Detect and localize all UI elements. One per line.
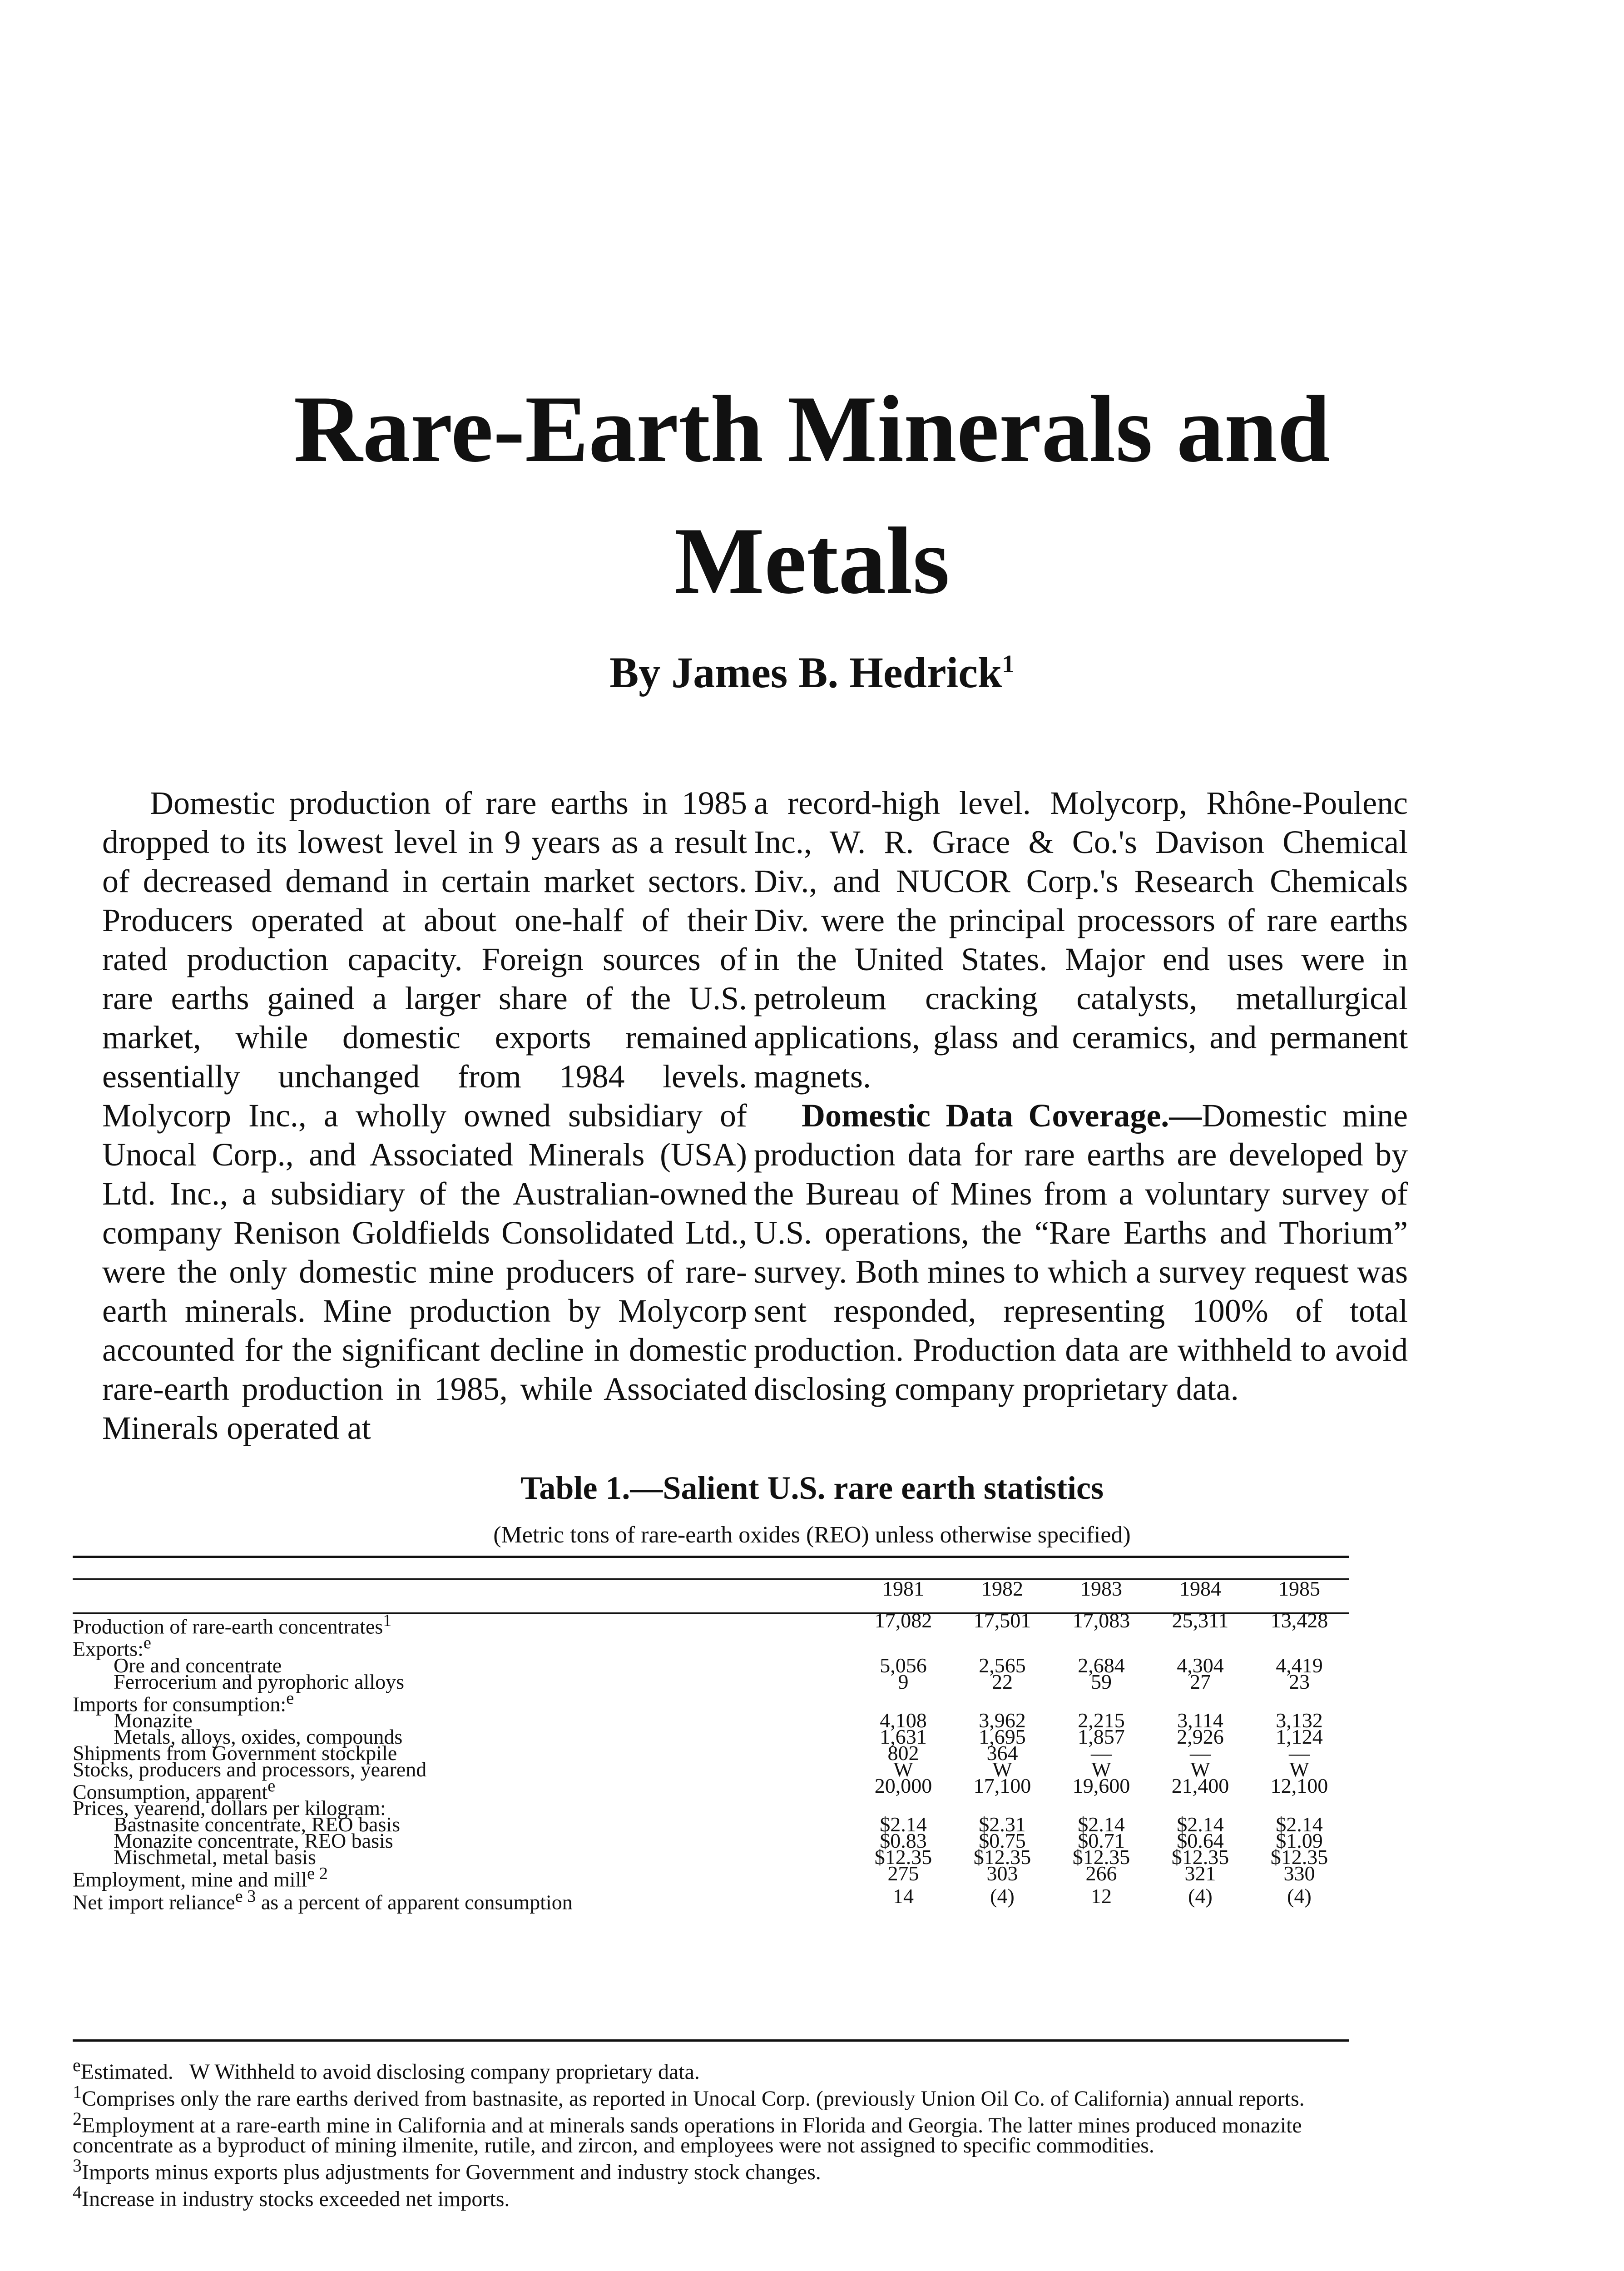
author-footnote-mark: 1	[1002, 650, 1015, 678]
cell-value: 17,100	[973, 1774, 1031, 1797]
cell-value: 20,000	[874, 1774, 932, 1797]
table-row	[73, 1849, 1349, 1865]
table-row	[73, 1674, 1349, 1690]
cell-value: 21,400	[1171, 1774, 1229, 1797]
cell-value: 1,631	[880, 1725, 927, 1748]
footnote-3: $^3$Imports minus exports plus adjustments for Government and industry stock changes.	[73, 2155, 821, 2184]
table-footnotes	[73, 2055, 1349, 2209]
cell-value: W	[893, 1757, 913, 1781]
cell-value: 2,215	[1078, 1708, 1125, 1732]
cell-value: —	[1190, 1741, 1211, 1765]
footnote-estimated: $^e$Estimated. W Withheld to avoid disclosing company proprietary data.	[73, 2055, 700, 2084]
cell-value: (4)	[1188, 1884, 1213, 1908]
table-subtitle: (Metric tons of rare-earth oxides (REO) unless otherwise specified)	[493, 1522, 1131, 1548]
author-name: By James B. Hedrick	[609, 648, 1002, 697]
cell-value: W	[1091, 1757, 1111, 1781]
cell-value: $0.71	[1078, 1829, 1125, 1853]
table-row	[73, 1761, 1349, 1778]
cell-value: W	[992, 1757, 1012, 1781]
cell-value: (4)	[990, 1884, 1015, 1908]
cell-value: 4,108	[880, 1708, 927, 1732]
table-header-row	[73, 1581, 1349, 1612]
row-label: Employment, mine and mill$^{e 2}$	[73, 1864, 328, 1891]
footnote-1: $^1$Comprises only the rare earths derived from bastnasite, as reported in Unocal Corp. (previously Union Oil Co. of California) annual reports.	[73, 2082, 1305, 2111]
cell-value: 321	[1184, 1862, 1216, 1885]
body-paragraph: Domestic production of rare earths in 1985 dropped to its lowest level in 9 years as a result of decreased demand in certain market sectors. Producers operated at about one-half of their rated production capacity. Foreign sources of rare earths gained a larger share of the U.S. market, while domestic exports remained essentially unchanged from 1984 levels. Molycorp Inc., a wholly owned subsidiary of Unocal Corp., and Associated Minerals (USA) Ltd. Inc., a subsidiary of the Australian-owned company Renison Goldfields Consolidated Ltd., were the only domestic mine producers of rare-earth minerals. Mine production by Molycorp accounted for the significant decline in domestic rare-earth production in 1985, while Associated Minerals operated at	[102, 785, 747, 1446]
cell-value: $0.75	[979, 1829, 1026, 1853]
footnote-4: $^4$Increase in industry stocks exceeded net imports.	[73, 2182, 510, 2211]
row-label: Metals, alloys, oxides, compounds	[114, 1725, 403, 1748]
row-label: Stocks, producers and processors, yearend	[73, 1757, 427, 1781]
cell-value: $2.31	[979, 1813, 1026, 1836]
body-column-right	[754, 783, 1408, 1408]
row-label: Shipments from Government stockpile	[73, 1741, 397, 1765]
header-year: 1981	[882, 1577, 924, 1600]
row-label: Prices, yearend, dollars per kilogram:	[73, 1796, 386, 1820]
cell-value: 22	[992, 1670, 1013, 1693]
cell-value: 27	[1190, 1670, 1211, 1693]
header-year: 1985	[1278, 1577, 1320, 1600]
row-label: Production of rare-earth concentrates$^1$	[73, 1611, 392, 1638]
table-header-underline	[73, 1612, 1349, 1614]
row-label: Consumption, apparent$^e$	[73, 1776, 276, 1804]
header-year: 1983	[1080, 1577, 1122, 1600]
cell-value: 17,501	[973, 1609, 1031, 1632]
cell-value: $12.35	[1171, 1845, 1229, 1869]
cell-value: 12,100	[1270, 1774, 1328, 1797]
cell-value: 3,114	[1177, 1708, 1223, 1732]
author-line	[0, 647, 1624, 698]
cell-value: 17,082	[874, 1609, 932, 1632]
cell-value: 4,419	[1276, 1653, 1323, 1677]
body-paragraph-continued: a record-high level. Molycorp, Rhône-Poulenc Inc., W. R. Grace & Co.'s Davison Chemical Div., and NUCOR Corp.'s Research Chemicals Div. were the principal processors of rare earths in the United States. Major end uses were in petroleum cracking catalysts, metallurgical applications, glass and ceramics, and permanent magnets.	[754, 785, 1408, 1095]
cell-value: 25,311	[1172, 1609, 1229, 1632]
cell-value: 266	[1085, 1862, 1117, 1885]
cell-value: $0.83	[880, 1829, 927, 1853]
title-line-2: Metals	[674, 508, 950, 614]
table-top-rule	[73, 1556, 1349, 1558]
section-heading: Domestic Data Coverage.—	[802, 1097, 1202, 1134]
row-label: Ore and concentrate	[114, 1653, 282, 1677]
cell-value: 1,857	[1078, 1725, 1125, 1748]
cell-value: 330	[1283, 1862, 1315, 1885]
cell-value: 364	[986, 1741, 1018, 1765]
header-year: 1982	[981, 1577, 1023, 1600]
row-label: Imports for consumption:$^e$	[73, 1688, 294, 1716]
cell-value: 14	[893, 1884, 914, 1908]
cell-value: 19,600	[1072, 1774, 1130, 1797]
table-row	[73, 1690, 1349, 1712]
row-label: Monazite	[114, 1708, 193, 1732]
salient-statistics-table	[73, 1577, 1349, 1914]
cell-value: W	[1289, 1757, 1309, 1781]
cell-value: $12.35	[973, 1845, 1031, 1869]
table-bottom-rule	[73, 2039, 1349, 2042]
cell-value: $1.09	[1276, 1829, 1323, 1853]
row-label: Monazite concentrate, REO basis	[114, 1829, 393, 1853]
cell-value: —	[1289, 1741, 1310, 1765]
cell-value: 303	[986, 1862, 1018, 1885]
row-label: Net import reliance$^{e 3}$ as a percent of apparent consumption	[73, 1886, 573, 1914]
footnote-2: $^2$Employment at a rare-earth mine in California and at minerals sands operations in Florida and Georgia. The latter mines produced monazite concentrate as a byproduct of mining ilmenite, rutile, and zircon, and employees were not assigned to specific commodities.	[73, 2108, 1302, 2157]
cell-value: (4)	[1287, 1884, 1312, 1908]
page-title	[0, 363, 1624, 627]
cell-value: 9	[898, 1670, 909, 1693]
cell-value: $2.14	[880, 1813, 927, 1836]
cell-value: 17,083	[1072, 1609, 1130, 1632]
cell-value: $2.14	[1276, 1813, 1323, 1836]
cell-value: 23	[1289, 1670, 1310, 1693]
cell-value: 2,926	[1177, 1725, 1224, 1748]
cell-value: $2.14	[1177, 1813, 1224, 1836]
cell-value: 2,684	[1078, 1653, 1125, 1677]
table-header-rule	[73, 1578, 1349, 1580]
row-label: Bastnasite concentrate, REO basis	[114, 1813, 401, 1836]
cell-value: $12.35	[1072, 1845, 1130, 1869]
row-label: Ferrocerium and pyrophoric alloys	[114, 1670, 404, 1693]
header-year: 1984	[1179, 1577, 1221, 1600]
cell-value: 2,565	[979, 1653, 1026, 1677]
cell-value: 802	[887, 1741, 919, 1765]
table-row	[73, 1612, 1349, 1635]
cell-value: $0.64	[1177, 1829, 1224, 1853]
cell-value: 59	[1091, 1670, 1112, 1693]
header-blank	[73, 1581, 854, 1612]
table-row	[73, 1865, 1349, 1888]
cell-value: 3,132	[1276, 1708, 1323, 1732]
cell-value: 5,056	[880, 1653, 927, 1677]
cell-value: 13,428	[1270, 1609, 1328, 1632]
cell-value: 1,695	[979, 1725, 1026, 1748]
body-paragraph-data-coverage: Domestic Data Coverage.—Domestic mine production data for rare earths are developed by the Bureau of Mines from a voluntary survey of U.S. operations, the “Rare Earths and Thorium” survey. Both mines to which a survey request was sent responded, representing 100% of total production. Production data are withheld to avoid disclosing company proprietary data.	[754, 1097, 1408, 1407]
cell-value: 275	[887, 1862, 919, 1885]
table-title: Table 1.—Salient U.S. rare earth statistics	[520, 1470, 1104, 1506]
cell-value: 12	[1091, 1884, 1112, 1908]
cell-value: W	[1190, 1757, 1210, 1781]
cell-value: $12.35	[1270, 1845, 1328, 1869]
title-line-1: Rare-Earth Minerals and	[293, 377, 1331, 482]
row-label: Mischmetal, metal basis	[114, 1845, 316, 1869]
cell-value: $2.14	[1078, 1813, 1125, 1836]
cell-value: 3,962	[979, 1708, 1026, 1732]
cell-value: 1,124	[1276, 1725, 1323, 1748]
row-label: Exports:$^e$	[73, 1633, 151, 1661]
cell-value: 4,304	[1177, 1653, 1224, 1677]
table-row	[73, 1888, 1349, 1910]
cell-value: —	[1091, 1741, 1112, 1765]
body-column-left	[102, 783, 747, 1448]
cell-value: $12.35	[874, 1845, 932, 1869]
